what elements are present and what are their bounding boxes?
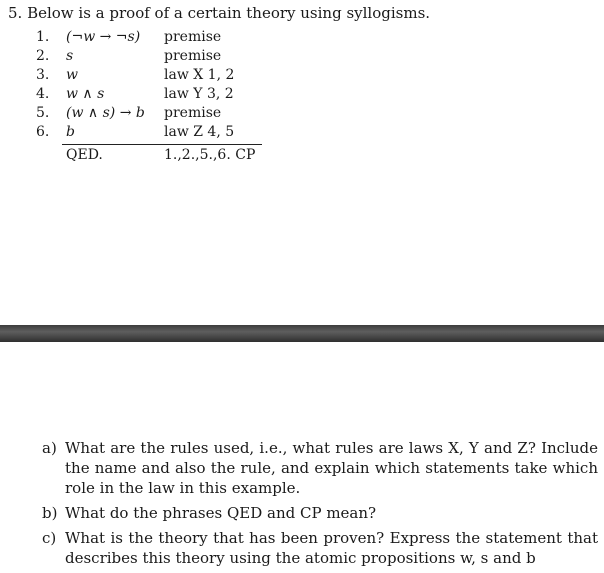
conclusion-divider [62, 144, 262, 145]
step-number: 4. [36, 86, 50, 102]
step-formula: w [66, 67, 78, 83]
conclusion-reason: 1.,2.,5.,6. CP [164, 147, 256, 163]
question-label: c) [42, 529, 57, 547]
step-number: 3. [36, 67, 50, 83]
proof-row [36, 86, 276, 105]
step-formula: w ∧ s [66, 86, 105, 102]
step-reason: premise [164, 105, 222, 121]
step-formula: (¬w → ¬s) [66, 29, 141, 45]
proof-conclusion [66, 147, 306, 163]
proof-row [36, 124, 276, 143]
proof-row [36, 67, 276, 86]
step-reason: law Y 3, 2 [164, 86, 234, 102]
question-text: What do the phrases QED and CP mean? [65, 504, 377, 522]
step-formula: b [66, 124, 75, 140]
problem-title: 5. Below is a proof of a certain theory using syllogisms. [8, 4, 431, 22]
question-item [42, 438, 598, 498]
question-label: a) [42, 439, 57, 457]
question-item [42, 528, 598, 568]
step-reason: law Z 4, 5 [164, 124, 235, 140]
qed-label: QED. [66, 147, 103, 163]
step-number: 1. [36, 29, 50, 45]
proof-row [36, 105, 276, 124]
proof-row [36, 29, 276, 48]
step-number: 2. [36, 48, 50, 64]
question-item [42, 503, 598, 523]
step-number: 6. [36, 124, 50, 140]
page-separator-bar [0, 325, 604, 342]
step-formula: (w ∧ s) → b [66, 105, 145, 121]
question-text: What is the theory that has been proven? Express the statement that describes this theory using the atomic propositions w, s and b [65, 529, 598, 567]
question-text: What are the rules used, i.e., what rules are laws X, Y and Z? Include the name and also the rule, and explain which statements take which role in the law in this example. [65, 439, 598, 497]
step-number: 5. [36, 105, 50, 121]
question-label: b) [42, 504, 58, 522]
proof-row [36, 48, 276, 67]
step-reason: law X 1, 2 [164, 67, 235, 83]
question-list [42, 438, 598, 573]
step-reason: premise [164, 48, 222, 64]
step-reason: premise [164, 29, 222, 45]
step-formula: s [66, 48, 74, 64]
